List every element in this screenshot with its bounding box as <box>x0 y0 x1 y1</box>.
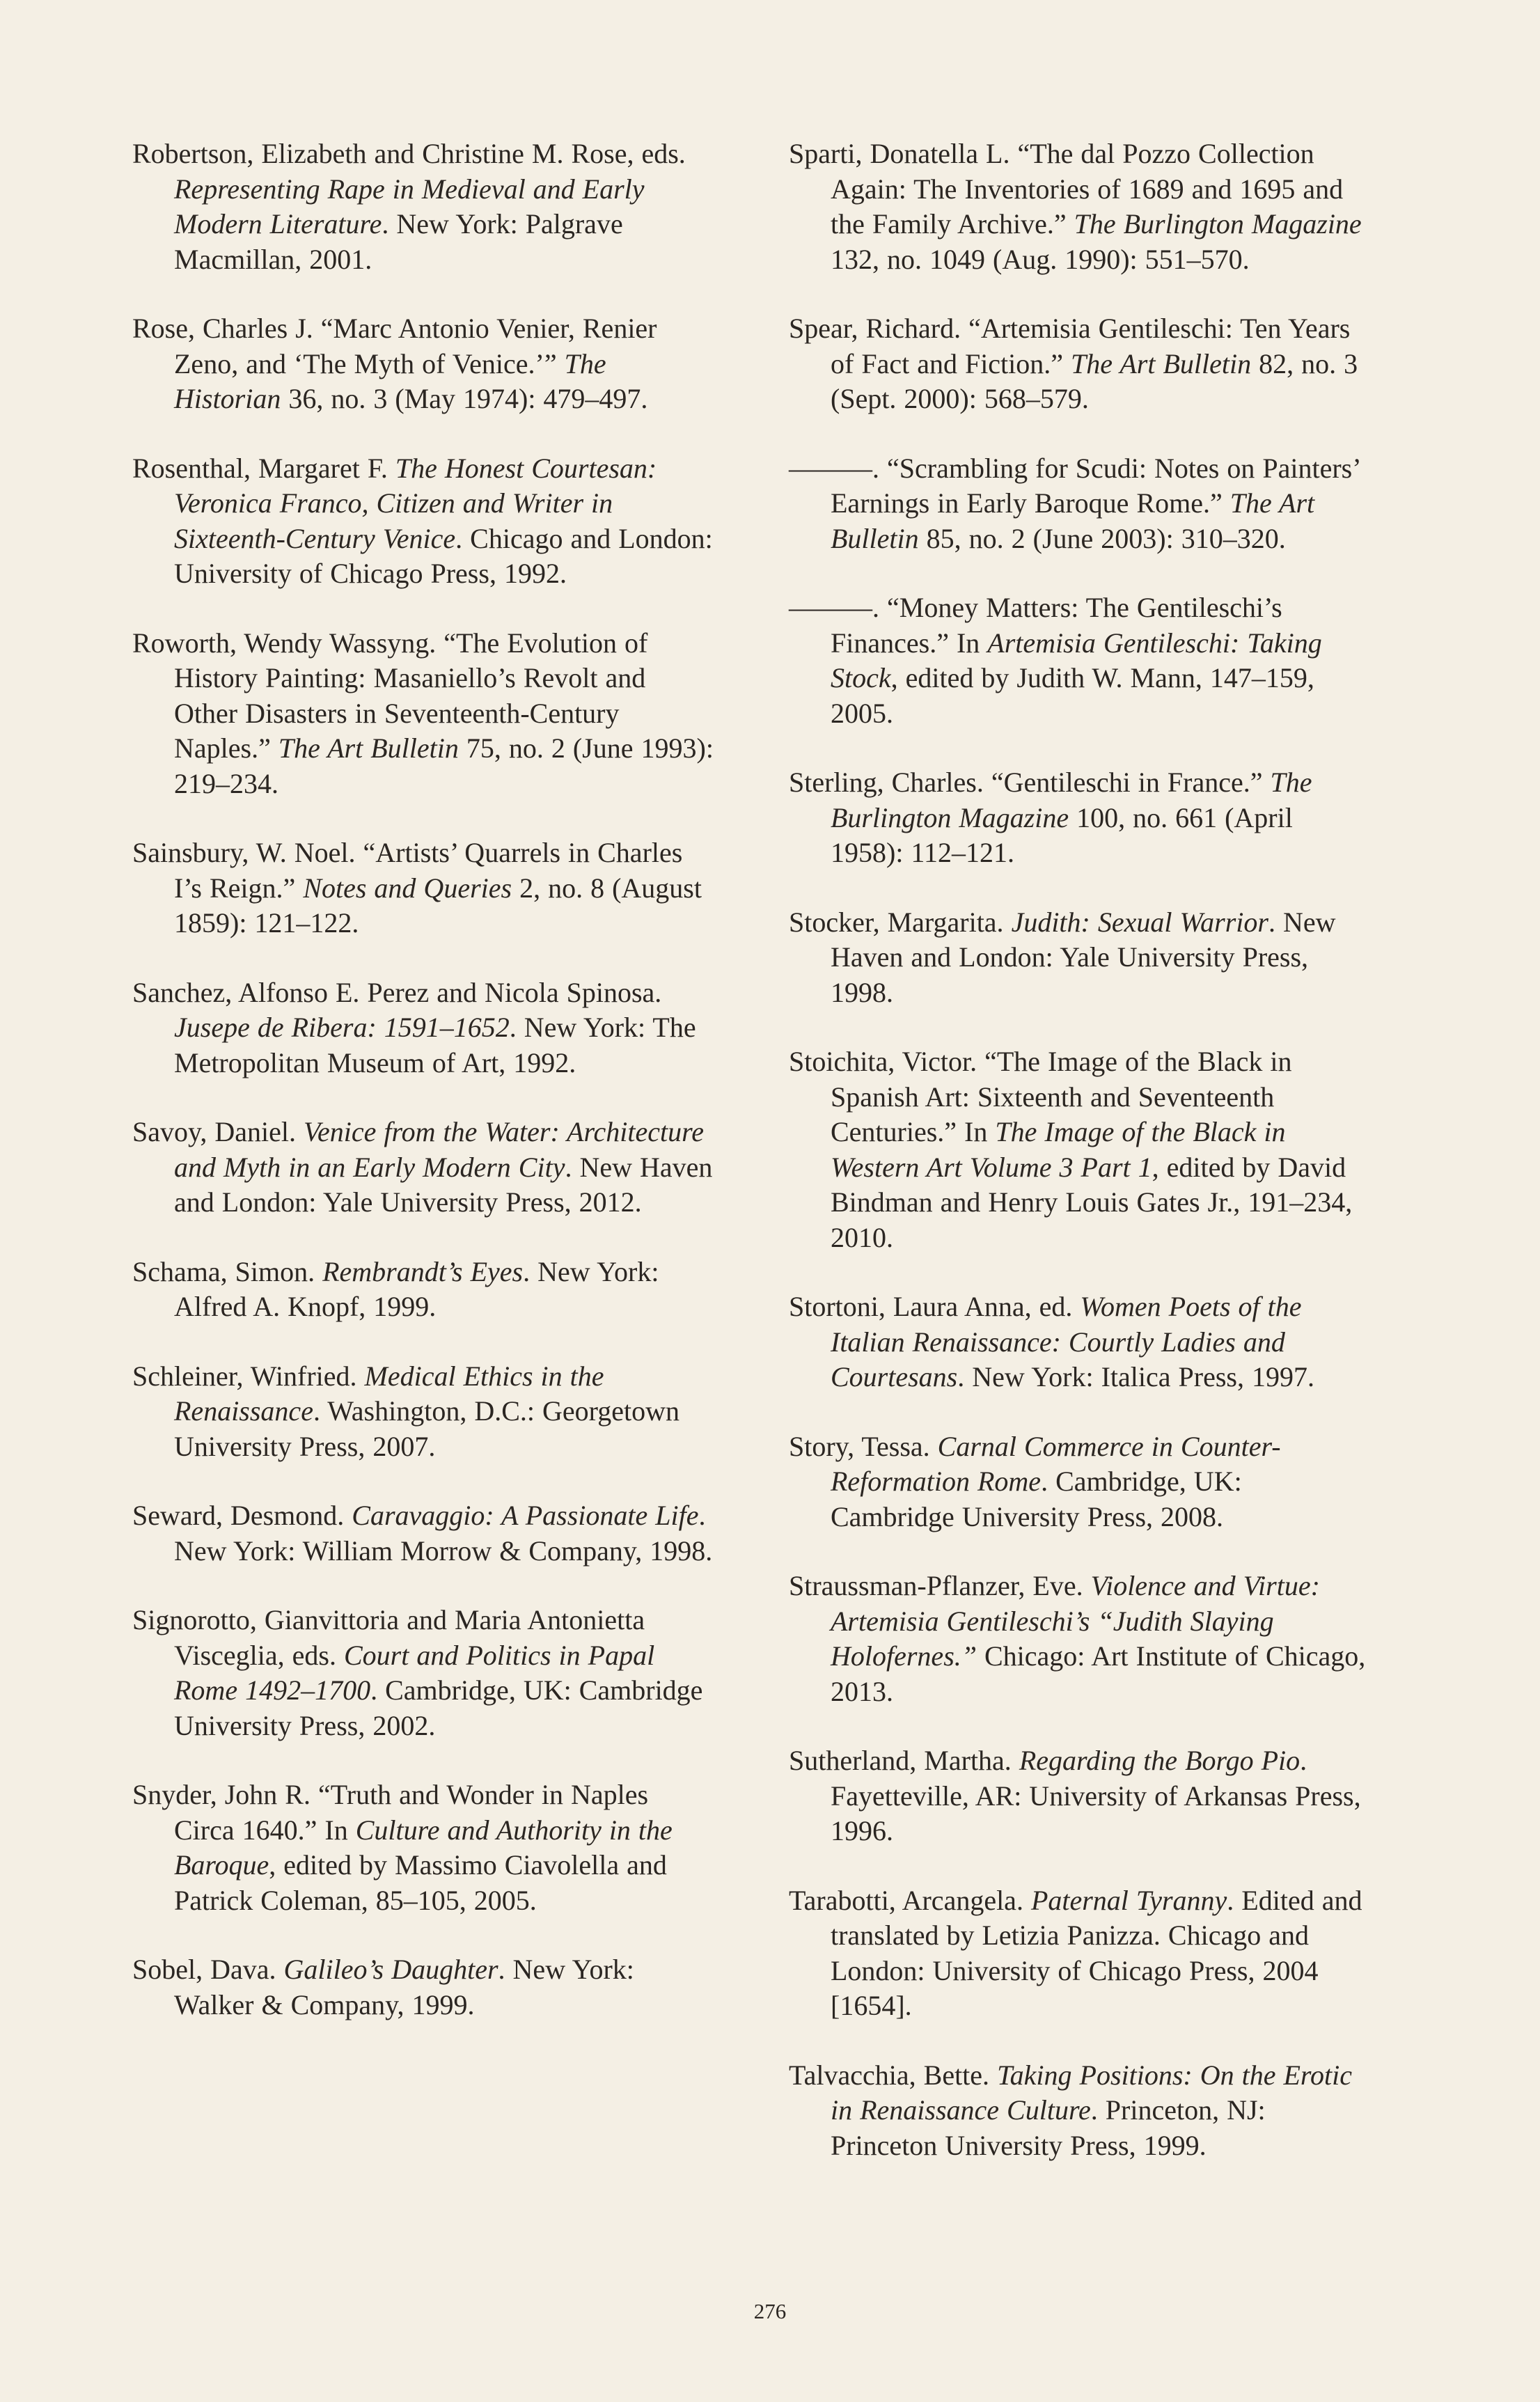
bibliography-entry: Signorotto, Gianvittoria and Maria Antonietta Visceglia, eds. Court and Politics in Papal Rome 1492–1700. Cambridge, UK: Cambridge University Press, 2002. <box>132 1604 703 1741</box>
right-column <box>789 136 1370 2197</box>
bibliography-entry: Seward, Desmond. Caravaggio: A Passionate Life. New York: William Morrow & Company, 1998. <box>132 1500 713 1567</box>
bibliography-entry: Tarabotti, Arcangela. Paternal Tyranny. Edited and translated by Letizia Panizza. Chicago and London: University of Chicago Press, 2004 [1654]. <box>789 1884 1362 2021</box>
bibliography-entry: Stortoni, Laura Anna, ed. Women Poets of the Italian Renaissance: Courtly Ladies and Courtesans. New York: Italica Press, 1997. <box>789 1291 1314 1392</box>
bibliography-entry: ———. “Money Matters: The Gentileschi’s Finances.” In Artemisia Gentileschi: Taking Stock, edited by Judith W. Mann, 147–159, 2005. <box>789 592 1322 729</box>
bibliography-entry: Schama, Simon. Rembrandt’s Eyes. New York: Alfred A. Knopf, 1999. <box>132 1255 659 1322</box>
bibliography-entry: Sterling, Charles. “Gentileschi in France.” The Burlington Magazine 100, no. 661 (April 1958): 112–121. <box>789 767 1312 868</box>
bibliography-entry: Talvacchia, Bette. Taking Positions: On the Erotic in Renaissance Culture. Princeton, NJ: Princeton University Press, 1999. <box>789 2059 1352 2161</box>
bibliography-entry: ———. “Scrambling for Scudi: Notes on Painters’ Earnings in Early Baroque Rome.” The Art Bulletin 85, no. 2 (June 2003): 310–320. <box>789 452 1360 554</box>
bibliography-entry: Stoichita, Victor. “The Image of the Black in Spanish Art: Sixteenth and Seventeenth Centuries.” In The Image of the Black in Western Art Volume 3 Part 1, edited by David Bindman and Henry Louis Gates Jr., 191–234, 2010. <box>789 1046 1353 1253</box>
bibliography-entry: Straussman-Pflanzer, Eve. Violence and Virtue: Artemisia Gentileschi’s “Judith Slaying Holofernes.” Chicago: Art Institute of Chicago, 2013. <box>789 1570 1366 1707</box>
bibliography-entry: Savoy, Daniel. Venice from the Water: Architecture and Myth in an Early Modern City. New Haven and London: Yale University Press, 2012. <box>132 1116 713 1218</box>
bibliography-entry: Sanchez, Alfonso E. Perez and Nicola Spinosa. Jusepe de Ribera: 1591–1652. New York: The Metropolitan Museum of Art, 1992. <box>132 976 696 1078</box>
bibliography-entry: Snyder, John R. “Truth and Wonder in Naples Circa 1640.” In Culture and Authority in the Baroque, edited by Massimo Ciavolella and Patrick Coleman, 85–105, 2005. <box>132 1779 673 1916</box>
bibliography-entry: Stocker, Margarita. Judith: Sexual Warrior. New Haven and London: Yale University Press, 1998. <box>789 906 1336 1008</box>
bibliography-entry: Spear, Richard. “Artemisia Gentileschi: Ten Years of Fact and Fiction.” The Art Bulletin 82, no. 3 (Sept. 2000): 568–579. <box>789 313 1358 414</box>
bibliography-entry: Sobel, Dava. Galileo’s Daughter. New York: Walker & Company, 1999. <box>132 1954 634 2020</box>
page-number: 276 <box>753 2299 787 2323</box>
bibliography-entry: Robertson, Elizabeth and Christine M. Rose, eds. Representing Rape in Medieval and Early Modern Literature. New York: Palgrave Macmillan, 2001. <box>132 138 686 275</box>
bibliography-entry: Rosenthal, Margaret F. The Honest Courtesan: Veronica Franco, Citizen and Writer in Sixteenth-Century Venice. Chicago and London: University of Chicago Press, 1992. <box>132 452 713 589</box>
bibliography-entry: Story, Tessa. Carnal Commerce in Counter-Reformation Rome. Cambridge, UK: Cambridge University Press, 2008. <box>789 1430 1281 1532</box>
left-column <box>132 136 714 2057</box>
bibliography-entry: Sainsbury, W. Noel. “Artists’ Quarrels in Charles I’s Reign.” Notes and Queries 2, no. 8 (August 1859): 121–122. <box>132 837 702 939</box>
bibliography-entry: Sutherland, Martha. Regarding the Borgo Pio. Fayetteville, AR: University of Arkansas Press, 1996. <box>789 1745 1361 1846</box>
bibliography-entry: Sparti, Donatella L. “The dal Pozzo Collection Again: The Inventories of 1689 and 1695 and the Family Archive.” The Burlington Magazine 132, no. 1049 (Aug. 1990): 551–570. <box>789 138 1362 275</box>
bibliography-entry: Schleiner, Winfried. Medical Ethics in the Renaissance. Washington, D.C.: Georgetown University Press, 2007. <box>132 1360 679 1462</box>
bibliography-entry: Rose, Charles J. “Marc Antonio Venier, Renier Zeno, and ‘The Myth of Venice.’” The Historian 36, no. 3 (May 1974): 479–497. <box>132 313 657 414</box>
bibliography-entry: Roworth, Wendy Wassyng. “The Evolution of History Painting: Masaniello’s Revolt and Other Disasters in Seventeenth-Century Naples.” The Art Bulletin 75, no. 2 (June 1993): 219–234. <box>132 627 714 799</box>
